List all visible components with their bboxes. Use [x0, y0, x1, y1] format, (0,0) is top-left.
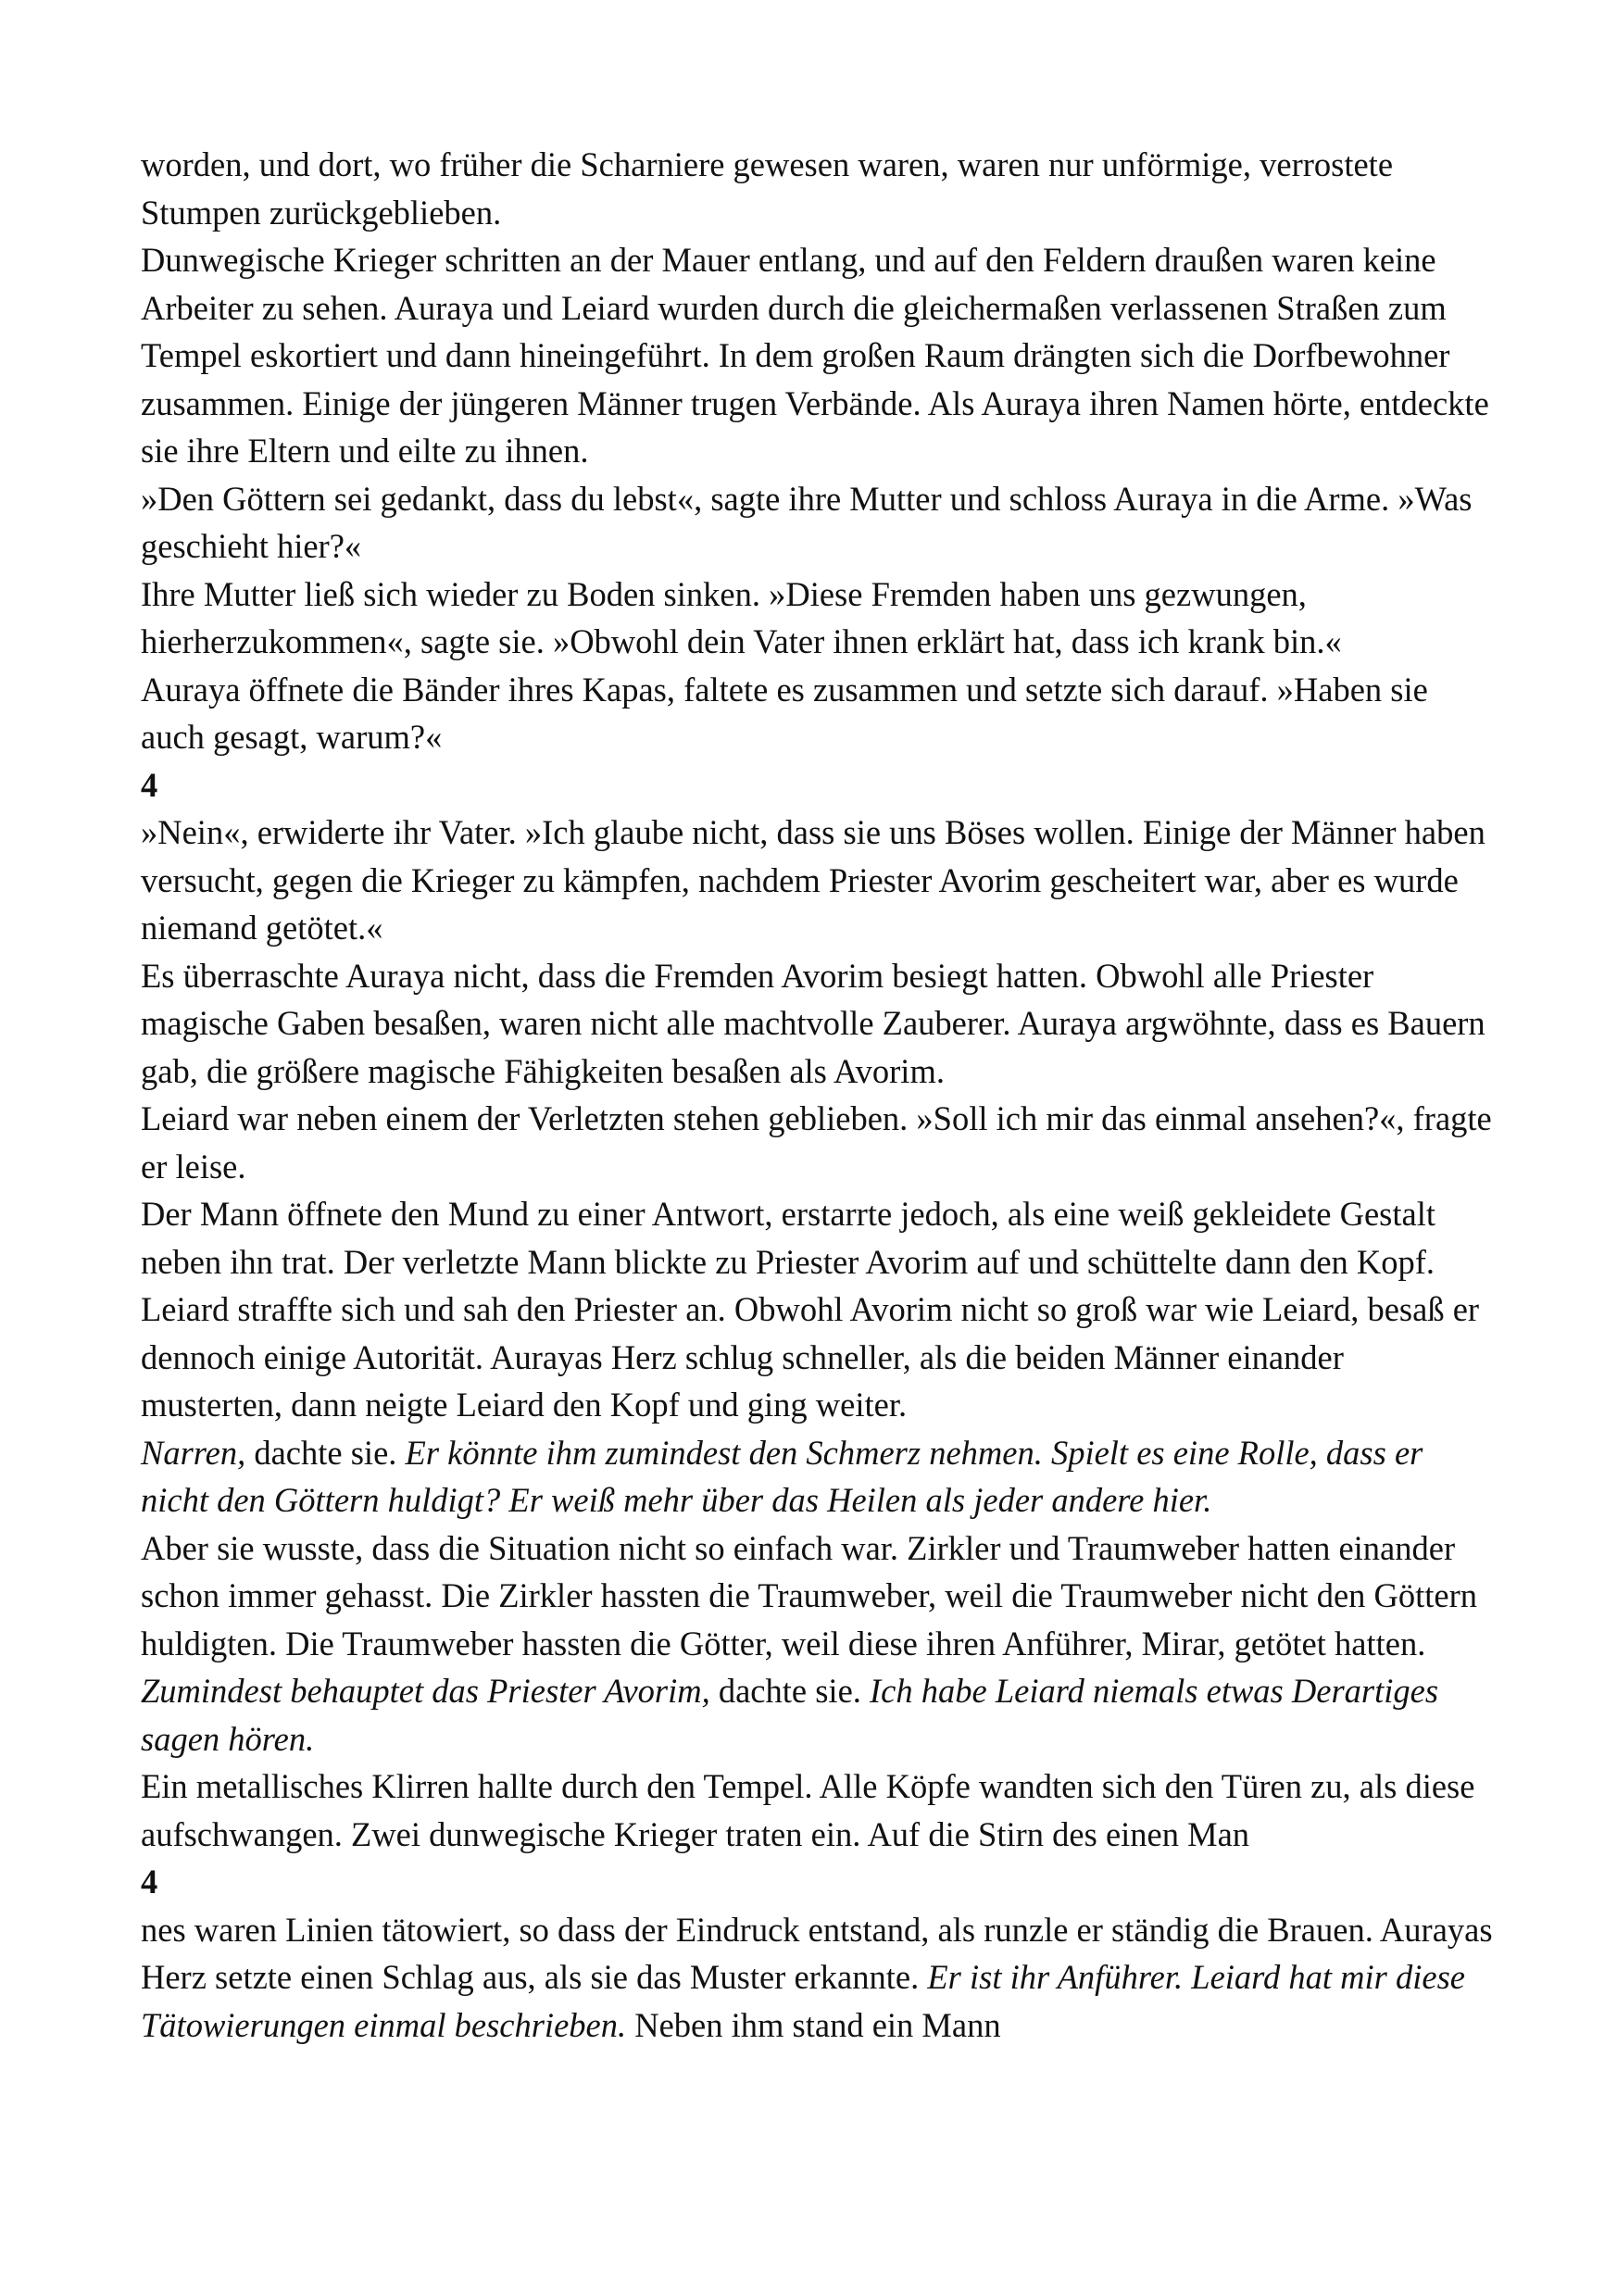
paragraph	[141, 666, 1493, 761]
text-segment: Ein metallisches Klirren hallte durch den Tempel. Alle Köpfe wandten sich den Türen zu, als diese aufschwangen. Zwei dunwegische Krieger traten ein. Auf die Stirn des einen Man	[141, 1767, 1475, 1853]
paragraph	[141, 236, 1493, 475]
paragraph	[141, 1429, 1493, 1524]
italic-text-segment: Er ist ihr Anführer. Leiard hat mir diese Tätowierungen einmal beschrieben.	[141, 1958, 1465, 2044]
text-segment: Dunwegische Krieger schritten an der Mauer entlang, und auf den Feldern draußen waren keine Arbeiter zu sehen. Auraya und Leiard wurden durch die gleichermaßen verlassenen Straßen zum Tempel eskortiert und dann hineingeführt. In dem großen Raum drängten sich die Dorfbewohner zusammen. Einige der jüngeren Männer trugen Verbände. Als Auraya ihren Namen hörte, entdeckte sie ihre Eltern und eilte zu ihnen.	[141, 241, 1489, 470]
page-number	[141, 761, 1493, 809]
paragraph	[141, 809, 1493, 952]
text-segment: Ihre Mutter ließ sich wieder zu Boden sinken. »Diese Fremden haben uns gezwungen, hierherzukommen«, sagte sie. »Obwohl dein Vater ihnen erklärt hat, dass ich krank bin.«	[141, 574, 1342, 660]
italic-text-segment: Ich habe Leiard niemals etwas Derartiges sagen hören.	[141, 1672, 1439, 1758]
text-segment: 4	[141, 765, 158, 804]
paragraph	[141, 952, 1493, 1096]
text-segment: »Den Göttern sei gedankt, dass du lebst«, sagte ihre Mutter und schloss Auraya in die Arme. »Was geschieht hier?«	[141, 479, 1473, 565]
paragraph	[141, 1763, 1493, 1858]
text-segment: Neben ihm stand ein Mann	[634, 2005, 1001, 2044]
paragraph	[141, 1906, 1493, 2050]
text-segment: 4	[141, 1863, 158, 1901]
paragraph	[141, 1286, 1493, 1429]
italic-text-segment: Er könnte ihm zumindest den Schmerz nehmen. Spielt es eine Rolle, dass er nicht den Göttern huldigt? Er weiß mehr über das Heilen als jeder andere hier.	[141, 1433, 1423, 1519]
text-segment: nes waren Linien tätowiert, so dass der Eindruck entstand, als runzle er ständig die Brauen. Aurayas Herz setzte einen Schlag aus, als sie das Muster erkannte.	[141, 1910, 1493, 1996]
page-number	[141, 1858, 1493, 1906]
text-segment: Auraya öffnete die Bänder ihres Kapas, faltete es zusammen und setzte sich darauf. »Haben sie auch gesagt, warum?«	[141, 670, 1428, 756]
paragraph	[141, 1190, 1493, 1286]
italic-text-segment: Narren,	[141, 1433, 255, 1472]
paragraph	[141, 1095, 1493, 1190]
text-segment: Es überraschte Auraya nicht, dass die Fremden Avorim besiegt hatten. Obwohl alle Priester magische Gaben besaßen, waren nicht alle machtvolle Zauberer. Auraya argwöhnte, dass es Bauern gab, die größere magische Fähigkeiten besaßen als Avorim.	[141, 956, 1485, 1090]
paragraph	[141, 475, 1493, 571]
text-segment: worden, und dort, wo früher die Scharniere gewesen waren, waren nur unförmige, verrostete Stumpen zurückgeblieben.	[141, 145, 1394, 232]
text-segment: »Nein«, erwiderte ihr Vater. »Ich glaube nicht, dass sie uns Böses wollen. Einige der Männer haben versucht, gegen die Krieger zu kämpfen, nachdem Priester Avorim gescheitert war, aber es wurde niemand getötet.«	[141, 813, 1485, 947]
text-segment: Aber sie wusste, dass die Situation nicht so einfach war. Zirkler und Traumweber hatten einander schon immer gehasst. Die Zirkler hassten die Traumweber, weil die Traumweber nicht den Göttern huldigten. Die Traumweber hassten die Götter, weil diese ihren Anführer, Mirar, getötet hatten.	[141, 1528, 1478, 1662]
paragraph	[141, 1524, 1493, 1763]
text-segment: dachte sie.	[718, 1672, 871, 1710]
text-segment: dachte sie.	[254, 1433, 406, 1472]
text-segment: Der Mann öffnete den Mund zu einer Antwort, erstarrte jedoch, als eine weiß gekleidete Gestalt neben ihn trat. Der verletzte Mann blickte zu Priester Avorim auf und schüttelte dann den Kopf.	[141, 1195, 1435, 1281]
italic-text-segment: Zumindest behauptet das Priester Avorim,	[141, 1672, 719, 1710]
text-segment: Leiard straffte sich und sah den Priester an. Obwohl Avorim nicht so groß war wie Leiard, besaß er dennoch einige Autorität. Aurayas Herz schlug schneller, als die beiden Männer einander musterten, dann neigte Leiard den Kopf und ging weiter.	[141, 1290, 1480, 1424]
text-segment: Leiard war neben einem der Verletzten stehen geblieben. »Soll ich mir das einmal ansehen?«, fragte er leise.	[141, 1099, 1492, 1186]
paragraph	[141, 571, 1493, 666]
book-page	[141, 141, 1493, 2049]
paragraph	[141, 141, 1493, 236]
